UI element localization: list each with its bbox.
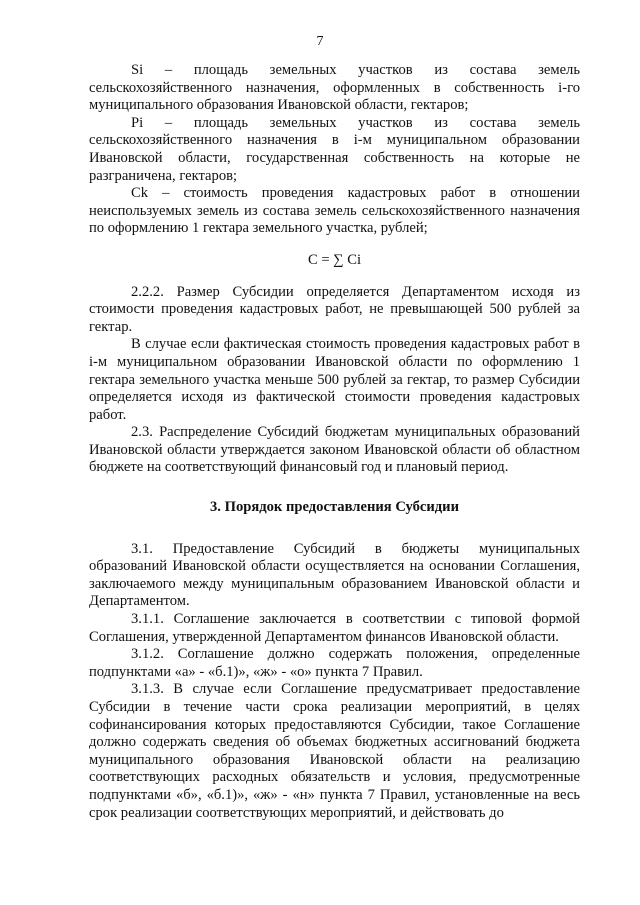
paragraph-3-1-2: 3.1.2. Соглашение должно содержать положения, определенные подпунктами «а» - «б.1)», «ж» - «о» пункта 7 Правил.: [89, 646, 580, 680]
paragraph-3-1-1: 3.1.1. Соглашение заключается в соответствии с типовой формой Соглашения, утвержденной Департаментом финансов Ивановской области.: [89, 611, 580, 645]
formula-c-sum: C = ∑ Ci: [307, 251, 362, 268]
definition-si: Si – площадь земельных участков из состава земель сельскохозяйственного назначения, оформленных в собственность i-го муниципального образования Ивановской области, гектаров;: [89, 62, 580, 114]
section-heading-3: 3. Порядок предоставления Субсидии: [210, 499, 459, 516]
paragraph-3-1-3: 3.1.3. В случае если Соглашение предусматривает предоставление Субсидии в течение части срока реализации мероприятий, в целях софинансирования которых предоставляются Субсидии, такое Соглашение должно содержать сведения об объемах бюджетных ассигнований бюджета муниципального образования Ивановской области на реализацию соответствующих расходных обязательств и условия, предусмотренные подпунктами «б», «б.1)», «ж» - «н» пункта 7 Правил, установленные на весь срок реализации соответствующих мероприятий, и действовать до: [89, 681, 580, 821]
document-body: [89, 62, 580, 822]
definition-ck: Ck – стоимость проведения кадастровых работ в отношении неиспользуемых земель из состава земель сельскохозяйственного назначения по оформлению 1 гектара земельного участка, рублей;: [89, 185, 580, 237]
paragraph-2-2-2: 2.2.2. Размер Субсидии определяется Департаментом исходя из стоимости проведения кадастровых работ, не превышающей 500 рублей за гектар.: [89, 283, 580, 335]
definition-pi: Pi – площадь земельных участков из состава земель сельскохозяйственного назначения в i-м муниципальном образовании Ивановской области, государственная собственность на которые не разграничена, гектаров;: [89, 114, 580, 184]
paragraph-3-1: 3.1. Предоставление Субсидий в бюджеты муниципальных образований Ивановской области осуществляется на основании Соглашения, заключаемого между муниципальным образованием Ивановской области и Департаментом.: [89, 540, 580, 610]
paragraph-2-3: 2.3. Распределение Субсидий бюджетам муниципальных образований Ивановской области утверждается законом Ивановской области об областном бюджете на соответствующий финансовый год и плановый период.: [89, 424, 580, 476]
page-number: 7: [316, 34, 324, 49]
paragraph-actual-cost: В случае если фактическая стоимость проведения кадастровых работ в i-м муниципальном образовании Ивановской области по оформлению 1 гектара земельного участка меньше 500 рублей за гектар, то размер Субсидии определяется исходя из фактической стоимости проведения кадастровых работ.: [89, 336, 580, 423]
